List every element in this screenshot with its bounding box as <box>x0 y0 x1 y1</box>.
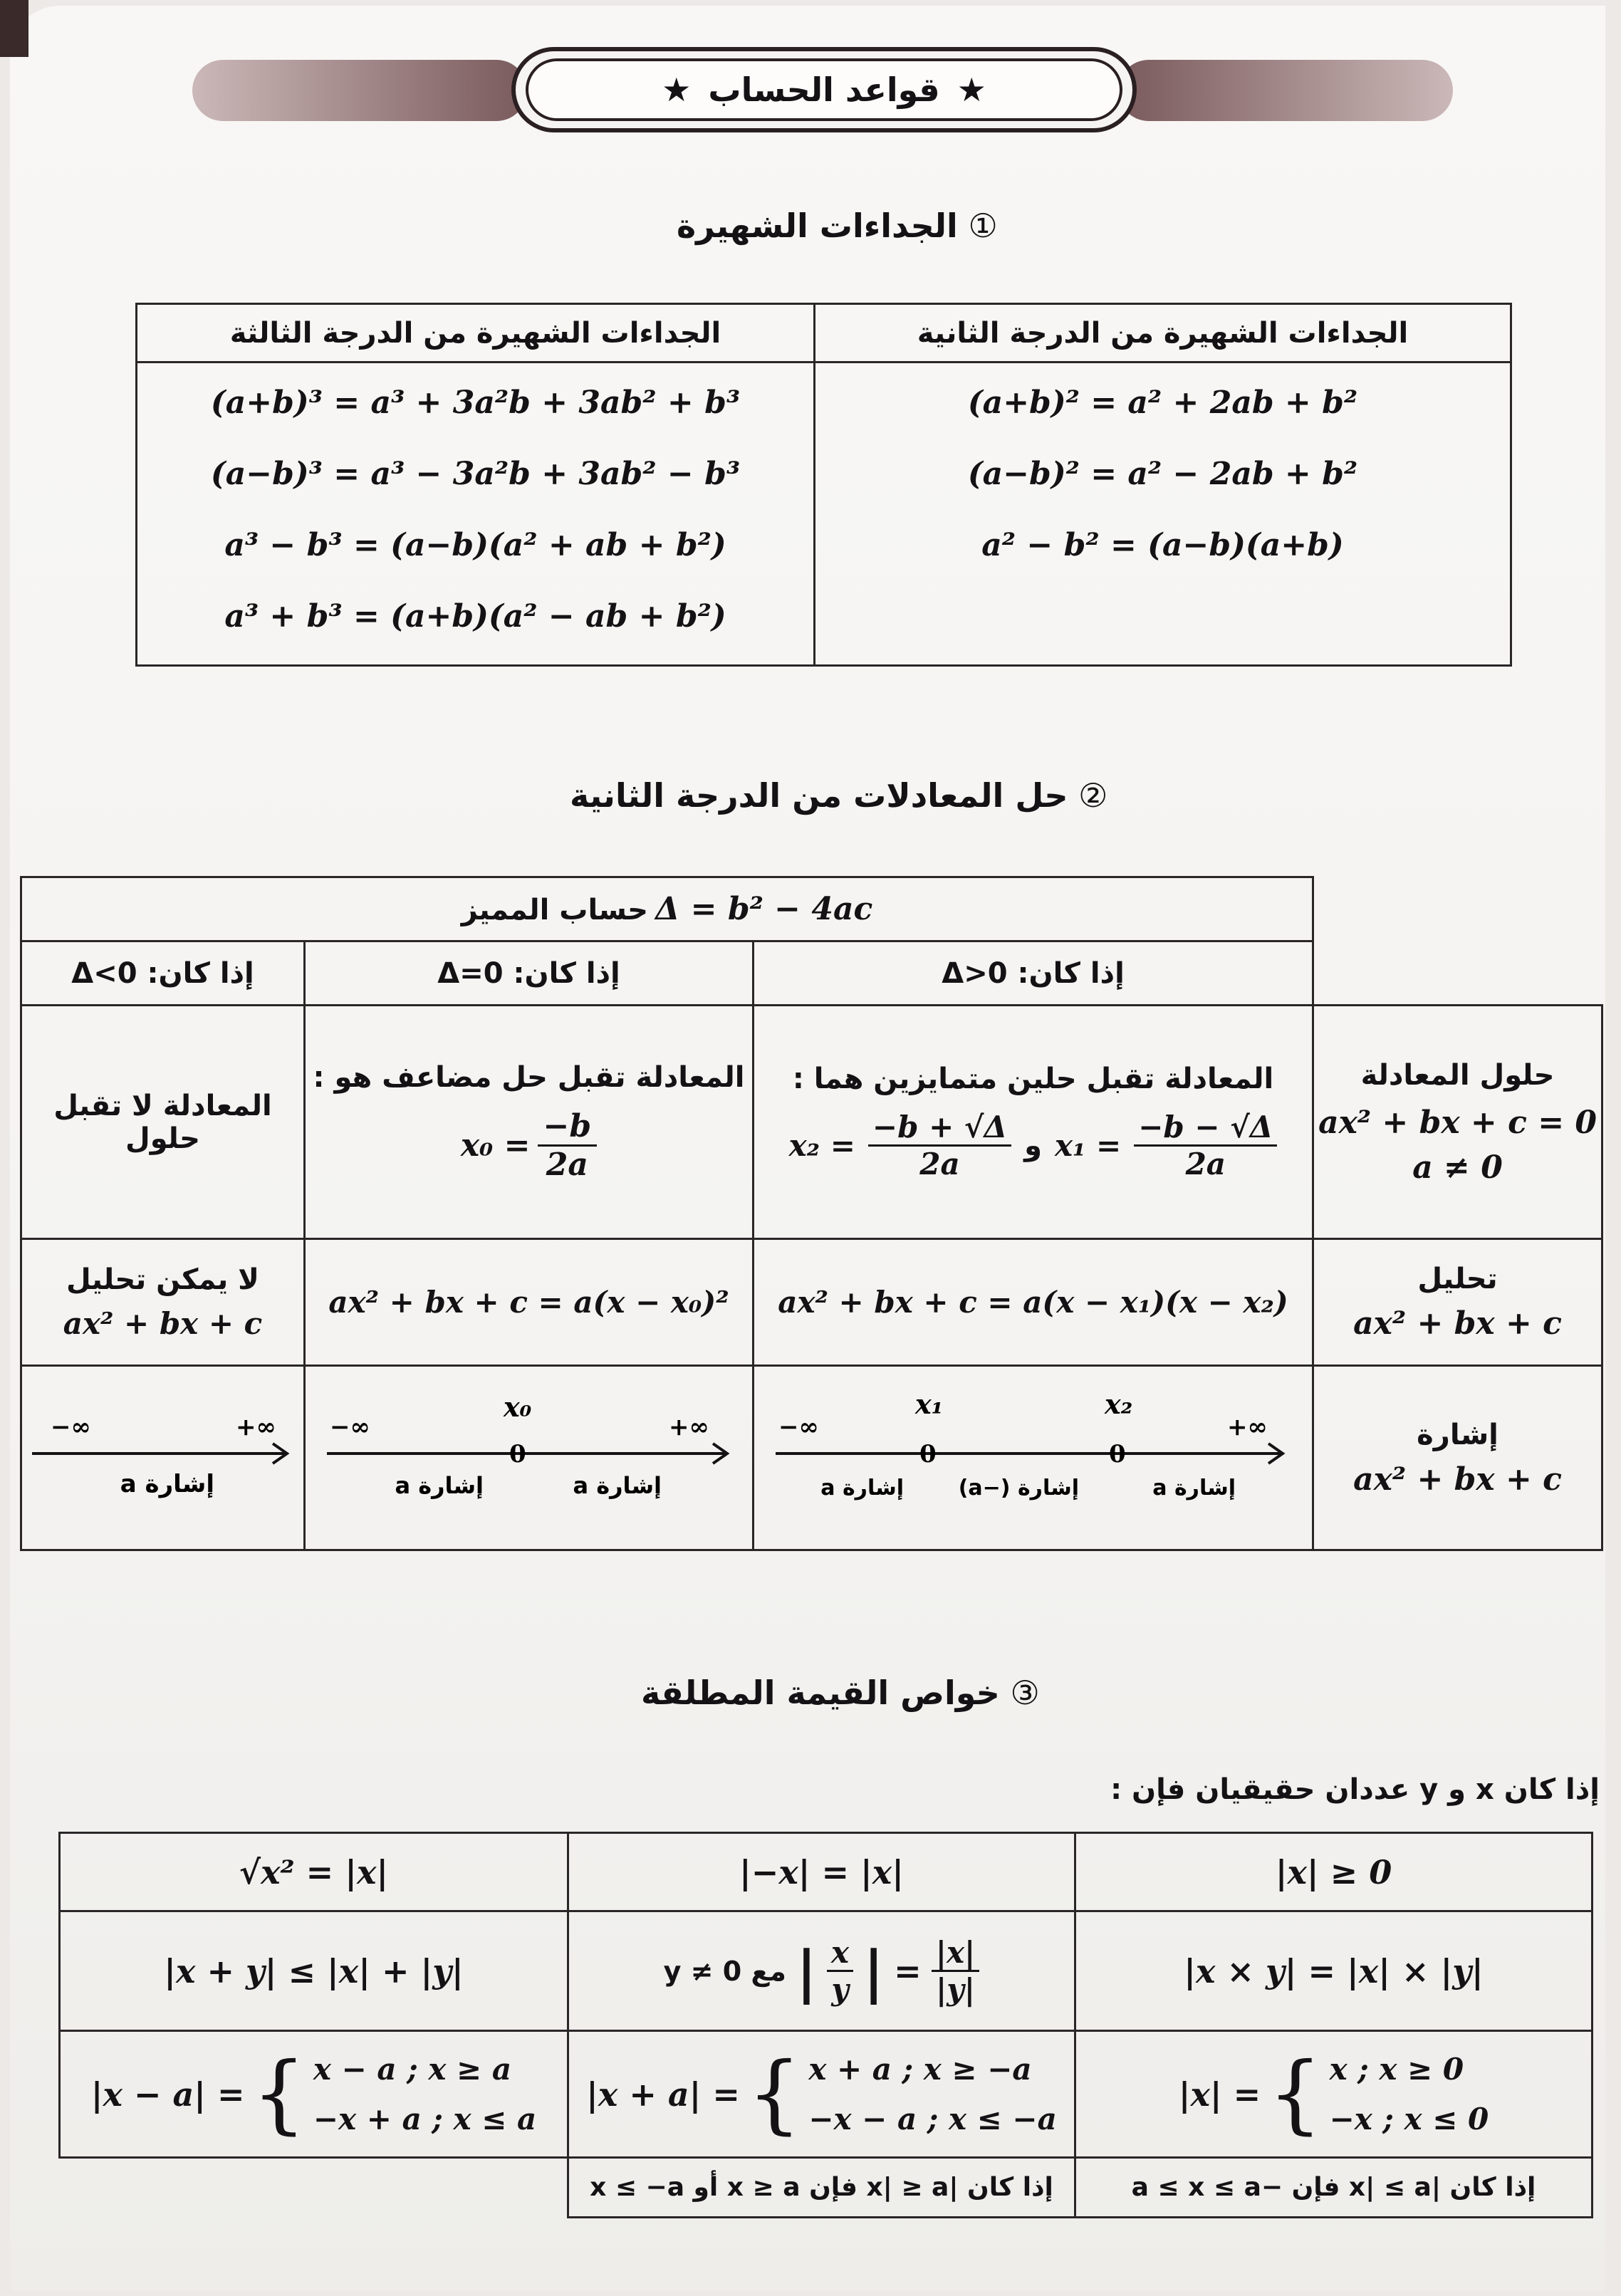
sign-pos <box>754 1366 1313 1550</box>
section2-title: حل المعادلات من الدرجة الثانية <box>570 776 1068 815</box>
section2-heading <box>570 776 1107 815</box>
identity-cube-sum: (a+b)³ = a³ + 3a²b + 3ab² + b³ <box>210 385 741 421</box>
empty-corner <box>1313 877 1602 941</box>
svg-text:+∞: +∞ <box>669 1413 709 1441</box>
section3-number: ③ <box>1010 1674 1040 1712</box>
section1-heading <box>677 207 998 245</box>
section2-number: ② <box>1078 776 1108 815</box>
two-roots-formulas: x₂ = $\frac{-b + √\Delta}{2a}$ و x₁ = $\frac{-b - √\Delta}{2a}$ <box>754 1110 1312 1181</box>
identity-square-sum: (a+b)² = a² + 2ab + b² <box>967 385 1358 421</box>
svg-text:+∞: +∞ <box>1227 1413 1268 1441</box>
row-label-solutions: حلول المعادلة ax² + bx + c = 0 a ≠ 0 <box>1313 1006 1602 1239</box>
col-third-degree-header: الجداءات الشهيرة من الدرجة الثالثة <box>137 304 815 362</box>
second-degree-identities <box>815 362 1511 666</box>
svg-text:إشارة a: إشارة a <box>573 1472 662 1499</box>
solutions-pos <box>754 1006 1313 1239</box>
quadratic-table <box>20 876 1603 1551</box>
section3-heading <box>641 1674 1040 1712</box>
double-root-text: المعادلة تقبل حل مضاعف هو : <box>313 1061 745 1094</box>
def-abs-x-plus-a: |x + a| = { x + a ; x ≥ −a −x − a ; x ≤ −a <box>568 2031 1075 2158</box>
svg-text:إشارة a: إشارة a <box>1152 1476 1236 1501</box>
absolute-value-table <box>58 1832 1593 2218</box>
svg-text:−∞: −∞ <box>778 1413 819 1441</box>
prop-abs-ge-a: إذا كان |x| ≥ a فإن x ≥ a أو x ≤ −a <box>568 2158 1075 2218</box>
svg-text:إشارة a: إشارة a <box>395 1472 484 1499</box>
svg-text:x₀: x₀ <box>504 1391 532 1423</box>
background-corner <box>0 0 28 57</box>
svg-text:−∞: −∞ <box>330 1413 370 1441</box>
famous-products-table <box>135 303 1512 667</box>
prop-abs-le-a: إذا كان |x| ≤ a فإن −a ≤ x ≤ a <box>1075 2158 1593 2218</box>
identity-square-diff: (a−b)² = a² − 2ab + b² <box>967 456 1358 492</box>
banner-title: قواعد الحساب <box>708 71 940 109</box>
def-abs-x: |x| = { x ; x ≥ 0 −x ; x ≤ 0 <box>1075 2031 1593 2158</box>
section1-title: الجداءات الشهيرة <box>677 207 958 245</box>
sign-neg <box>21 1366 305 1550</box>
factor-neg: لا يمكن تحليل ax² + bx + c <box>21 1239 305 1366</box>
svg-text:إشارة (−a): إشارة (−a) <box>958 1476 1079 1501</box>
svg-text:+∞: +∞ <box>236 1413 276 1441</box>
svg-text:0: 0 <box>1109 1440 1126 1468</box>
svg-text:x₂: x₂ <box>1105 1388 1133 1420</box>
solutions-zero <box>305 1006 754 1239</box>
banner-bar-right <box>1118 60 1453 121</box>
svg-text:0: 0 <box>919 1440 937 1468</box>
discriminant-cell <box>21 877 1313 941</box>
svg-text:إشارة a: إشارة a <box>820 1476 904 1501</box>
third-degree-identities <box>137 362 815 666</box>
row-label-factor: تحليل ax² + bx + c <box>1313 1239 1602 1366</box>
prop-nonnegative: |x| ≥ 0 <box>1075 1833 1593 1911</box>
discriminant-formula: Δ = b² − 4ac <box>655 891 873 927</box>
solutions-neg: المعادلة لا تقبل حلول <box>21 1006 305 1239</box>
def-abs-x-minus-a: |x − a| = { x − a ; x ≥ a −x + a ; x ≤ a <box>60 2031 568 2158</box>
sign-line-pos <box>754 1367 1314 1546</box>
two-roots-text: المعادلة تقبل حلين متمايزين هما : <box>792 1063 1274 1095</box>
double-root-formula: x₀ = $\frac{-b}{2a}$ <box>306 1108 752 1183</box>
sign-line-neg <box>22 1367 306 1546</box>
sign-line-zero <box>306 1367 754 1546</box>
section3-intro: إذا كان x و y عددان حقيقيان فإن : <box>1110 1773 1600 1806</box>
empty-label-cell <box>1313 941 1602 1006</box>
factor-zero: ax² + bx + c = a(x − x₀)² <box>305 1239 754 1366</box>
case-pos-header: إذا كان: Δ>0 <box>754 941 1313 1006</box>
prop-triangle-inequality: |x + y| ≤ |x| + |y| <box>60 1911 568 2031</box>
quotient-formula: مع y ≠ 0 | x y | = $\frac{|x|}{|y|}$ <box>569 1935 1074 2007</box>
prop-quotient <box>568 1911 1075 2031</box>
banner-title-box <box>526 58 1122 121</box>
svg-text:إشارة a: إشارة a <box>120 1470 214 1498</box>
sign-zero <box>305 1366 754 1550</box>
factor-pos: ax² + bx + c = a(x − x₁)(x − x₂) <box>754 1239 1313 1366</box>
prop-sqrt-square: √x² = |x| <box>60 1833 568 1911</box>
svg-text:0: 0 <box>509 1440 526 1468</box>
banner-bar-left <box>192 60 527 121</box>
section3-title: خواص القيمة المطلقة <box>641 1674 1000 1712</box>
svg-text:x₁: x₁ <box>915 1388 944 1420</box>
section1-number: ① <box>968 207 998 245</box>
col-second-degree-header: الجداءات الشهيرة من الدرجة الثانية <box>815 304 1511 362</box>
prop-product: |x × y| = |x| × |y| <box>1075 1911 1593 2031</box>
case-neg-header: إذا كان: Δ<0 <box>21 941 305 1006</box>
banner-star-right: ★ <box>662 71 692 109</box>
svg-text:−∞: −∞ <box>51 1413 91 1441</box>
case-zero-header: إذا كان: Δ=0 <box>305 941 754 1006</box>
identity-diff-of-cubes: a³ − b³ = (a−b)(a² + ab + b²) <box>224 527 726 563</box>
identity-cube-diff: (a−b)³ = a³ − 3a²b + 3ab² − b³ <box>210 456 741 492</box>
prop-neg-abs: |−x| = |x| <box>568 1833 1075 1911</box>
row-label-sign: إشارة ax² + bx + c <box>1313 1366 1602 1550</box>
banner-star-left: ★ <box>957 71 986 109</box>
empty-bottom-cell <box>60 2158 568 2218</box>
identity-diff-of-squares: a² − b² = (a−b)(a+b) <box>981 527 1344 563</box>
identity-sum-of-cubes: a³ + b³ = (a+b)(a² − ab + b²) <box>224 598 726 635</box>
discriminant-label: حساب المميز <box>461 894 648 927</box>
